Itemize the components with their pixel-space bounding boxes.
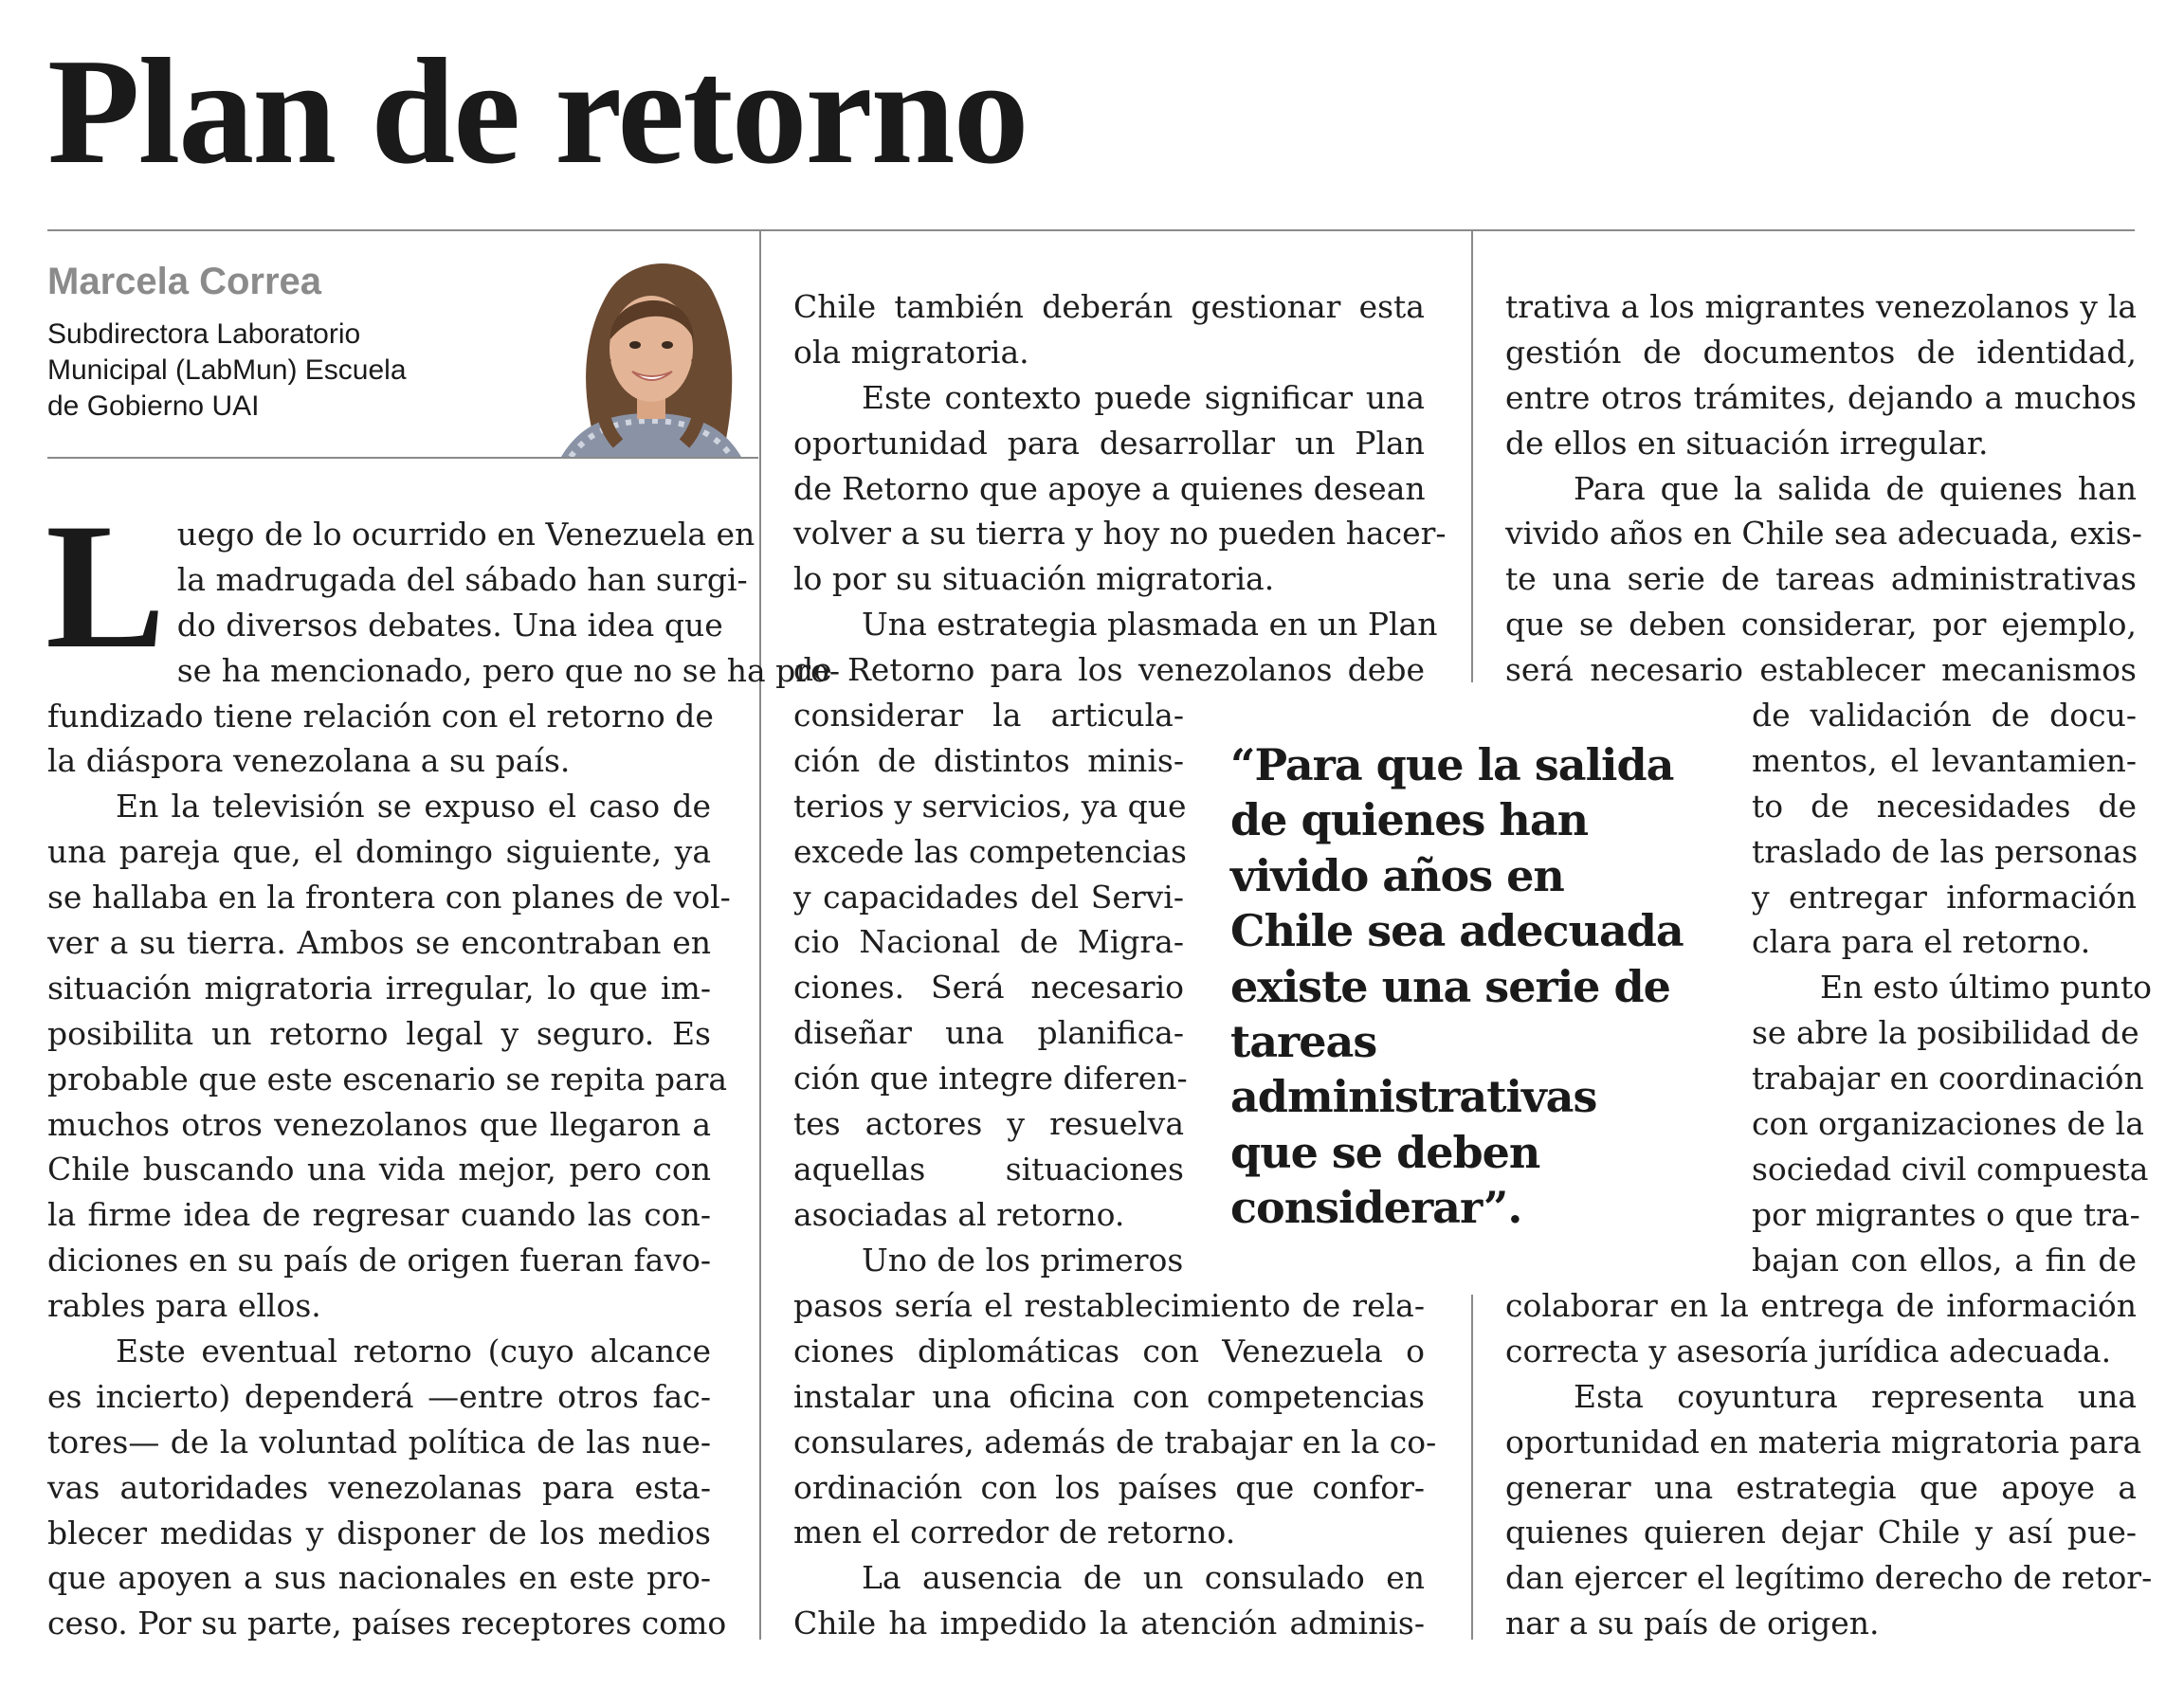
article-text-line: ción que integre diferen- [793, 1060, 1188, 1097]
author-role [47, 317, 578, 425]
article-text-line: quienes quieren dejar Chile y así pue- [1505, 1514, 2137, 1551]
article-text-line: correcta y asesoría jurídica adecuada. [1505, 1332, 2112, 1370]
article-text-line: sociedad civil compuesta [1752, 1150, 2149, 1188]
article-text-line: uego de lo ocurrido en Venezuela en [176, 516, 755, 553]
article-text-line: tores— de la voluntad política de las nue- [47, 1423, 711, 1460]
article-text-line: Chile también deberán gestionar esta [793, 288, 1425, 325]
article-text-line: men el corredor de retorno. [793, 1514, 1236, 1551]
article-text-line: oportunidad para desarrollar un Plan [793, 424, 1425, 462]
article-text-line: ciones. Será necesario [793, 969, 1184, 1007]
pull-quote-line: existe una serie de [1230, 960, 1670, 1012]
article-text-line: de Retorno que apoye a quienes desean [793, 469, 1426, 507]
article-column-3-top [1505, 284, 2142, 693]
article-text-line: se hallaba en la frontera con planes de vol- [47, 879, 731, 916]
column-divider-2a [1471, 229, 1473, 682]
article-text-line: terios y servicios, ya que [793, 787, 1187, 825]
article-text-line: considerar la articula- [793, 697, 1184, 734]
article-text-line: oportunidad en materia migratoria para [1505, 1423, 2142, 1460]
article-text-line: lo por su situación migratoria. [793, 560, 1275, 598]
pull-quote [1230, 737, 1723, 1236]
article-text-line: Este contexto puede significar una [862, 378, 1425, 416]
article-text-line: se abre la posibilidad de [1752, 1014, 2139, 1052]
article-text-line: pasos sería el restablecimiento de rela- [793, 1287, 1425, 1324]
pull-quote-line: vivido años en [1230, 849, 1564, 901]
article-text-line: colaborar en la entrega de información [1505, 1287, 2137, 1324]
author-rule [47, 457, 758, 459]
article-text-line: se ha mencionado, pero que no se ha pro- [176, 651, 841, 689]
article-text-line: vivido años en Chile sea adecuada, exis- [1505, 515, 2142, 553]
author-role-line: Municipal (LabMun) Escuela [47, 354, 407, 386]
article-text-line: y capacidades del Servi- [793, 878, 1184, 916]
article-text-line: cio Nacional de Migra- [793, 923, 1184, 961]
article-column-1 [46, 487, 841, 1646]
article-text-line: asociadas al retorno. [793, 1195, 1125, 1233]
article-text-line: ción de distintos minis- [793, 741, 1184, 779]
article-text-line: la diáspora venezolana a su país. [47, 742, 571, 780]
article-text-line: entre otros trámites, dejando a muchos [1505, 378, 2137, 416]
pull-quote-line: que se deben [1230, 1126, 1540, 1178]
article-column-3-narrow [1752, 693, 2152, 1283]
article-text-line: Chile ha impedido la atención adminis- [793, 1605, 1425, 1642]
article-text-line: será necesario establecer mecanismos [1505, 651, 2137, 689]
author-role-line: Subdirectora Laboratorio [47, 318, 361, 350]
article-text-line: trabajar en coordinación [1752, 1060, 2144, 1097]
article-text-line: instalar una oficina con competencias [793, 1377, 1425, 1415]
article-text-line: Chile buscando una vida mejor, pero con [47, 1151, 711, 1188]
article-column-3-bottom [1505, 1283, 2153, 1646]
article-text-line: que apoyen a sus nacionales en este pro- [47, 1559, 711, 1597]
author-portrait-icon [542, 254, 758, 457]
article-text-line: En esto último punto [1820, 969, 2152, 1007]
article-text-line: Una estrategia plasmada en un Plan [862, 606, 1438, 644]
drop-cap: L [46, 487, 166, 686]
pull-quote-line: tareas [1230, 1016, 1377, 1068]
article-text-line: muchos otros venezolanos que llegaron a [47, 1105, 711, 1143]
article-text-line: de ellos en situación irregular. [1505, 424, 1989, 462]
article-text-line: diseñar una planifica- [793, 1014, 1184, 1052]
article-text-line: gestión de documentos de identidad, [1505, 333, 2137, 371]
article-text-line: dan ejercer el legítimo derecho de retor- [1505, 1559, 2153, 1597]
article-text-line: Para que la salida de quienes han [1574, 469, 2137, 507]
article-text-line: Este eventual retorno (cuyo alcance [116, 1333, 711, 1370]
article-text-line: excede las competencias [793, 832, 1187, 870]
article-column-2-top [793, 284, 1447, 693]
article-text-line: clara para el retorno. [1752, 923, 2091, 961]
author-role-line: de Gobierno UAI [47, 390, 260, 422]
article-text-line: vas autoridades venezolanas para esta- [47, 1468, 711, 1506]
article-text-line: ola migratoria. [793, 333, 1029, 371]
article-text-line: aquellas situaciones [793, 1150, 1184, 1188]
article-text-line: mentos, el levantamien- [1752, 741, 2137, 779]
article-text-line: ciones diplomáticas con Venezuela o [793, 1332, 1425, 1370]
article-text-line: La ausencia de un consulado en [862, 1559, 1425, 1597]
article-text-line: con organizaciones de la [1752, 1105, 2144, 1143]
article-text-line: situación migratoria irregular, lo que im- [47, 969, 711, 1007]
article-text-line: ceso. Por su parte, países receptores como [47, 1605, 727, 1642]
article-text-line: nar a su país de origen. [1505, 1605, 1880, 1642]
article-text-line: do diversos debates. Una idea que [176, 606, 723, 644]
article-text-line: diciones en su país de origen fueran favo- [47, 1242, 711, 1279]
article-text-line: rables para ellos. [47, 1287, 321, 1325]
pull-quote-line: “Para que la salida [1230, 739, 1674, 790]
article-text-line: tes actores y resuelva [793, 1105, 1184, 1143]
pull-quote-line: Chile sea adecuada [1230, 905, 1684, 957]
article-text-line: probable que este escenario se repita para [47, 1060, 728, 1097]
article-text-line: volver a su tierra y hoy no pueden hacer- [793, 515, 1447, 553]
column-divider-1 [759, 229, 761, 1640]
author-photo [542, 254, 758, 457]
pull-quote-line: considerar”. [1230, 1182, 1522, 1234]
article-text-line: traslado de las personas [1752, 832, 2138, 870]
article-text-line: y entregar información [1752, 878, 2137, 916]
article-text-line: de validación de docu- [1752, 697, 2137, 734]
author-name: Marcela Correa [47, 261, 322, 302]
article-text-line: consulares, además de trabajar en la co- [793, 1423, 1437, 1460]
article-text-line: fundizado tiene relación con el retorno de [47, 697, 714, 735]
article-text-line: Uno de los primeros [862, 1241, 1184, 1279]
article-text-line: una pareja que, el domingo siguiente, ya [47, 833, 711, 871]
header-rule [47, 229, 2135, 231]
article-text-line: trativa a los migrantes venezolanos y la [1505, 288, 2137, 325]
article-text-line: por migrantes o que tra- [1752, 1195, 2140, 1233]
article-text-line: te una serie de tareas administrativas [1505, 560, 2137, 598]
column-divider-2b [1471, 1295, 1473, 1640]
headline: Plan de retorno [47, 27, 1028, 195]
article-text-line: de Retorno para los venezolanos debe [793, 651, 1425, 689]
article-text-line: Esta coyuntura representa una [1574, 1377, 2137, 1415]
pull-quote-line: de quienes han [1230, 794, 1589, 846]
article-text-line: es incierto) dependerá —entre otros fac- [47, 1377, 711, 1415]
article-text-line: posibilita un retorno legal y seguro. Es [47, 1014, 711, 1052]
article-text-line: la firme idea de regresar cuando las con- [47, 1196, 711, 1234]
article-text-line: generar una estrategia que apoye a [1505, 1468, 2137, 1506]
article-column-2-bottom [793, 1283, 1437, 1646]
article-text-line: bajan con ellos, a fin de [1752, 1241, 2137, 1279]
article-text-line: En la televisión se expuso el caso de [116, 788, 711, 825]
article-column-2-narrow [793, 693, 1188, 1283]
article-text-line: ver a su tierra. Ambos se encontraban en [47, 924, 711, 962]
article-text-line: to de necesidades de [1752, 787, 2137, 825]
article-text-line: la madrugada del sábado han surgi- [176, 560, 748, 598]
article-text-line: ordinación con los países que confor- [793, 1468, 1425, 1506]
article-text-line: blecer medidas y disponer de los medios [47, 1514, 711, 1551]
article-text-line: que se deben considerar, por ejemplo, [1505, 606, 2137, 644]
pull-quote-line: administrativas [1230, 1071, 1597, 1123]
